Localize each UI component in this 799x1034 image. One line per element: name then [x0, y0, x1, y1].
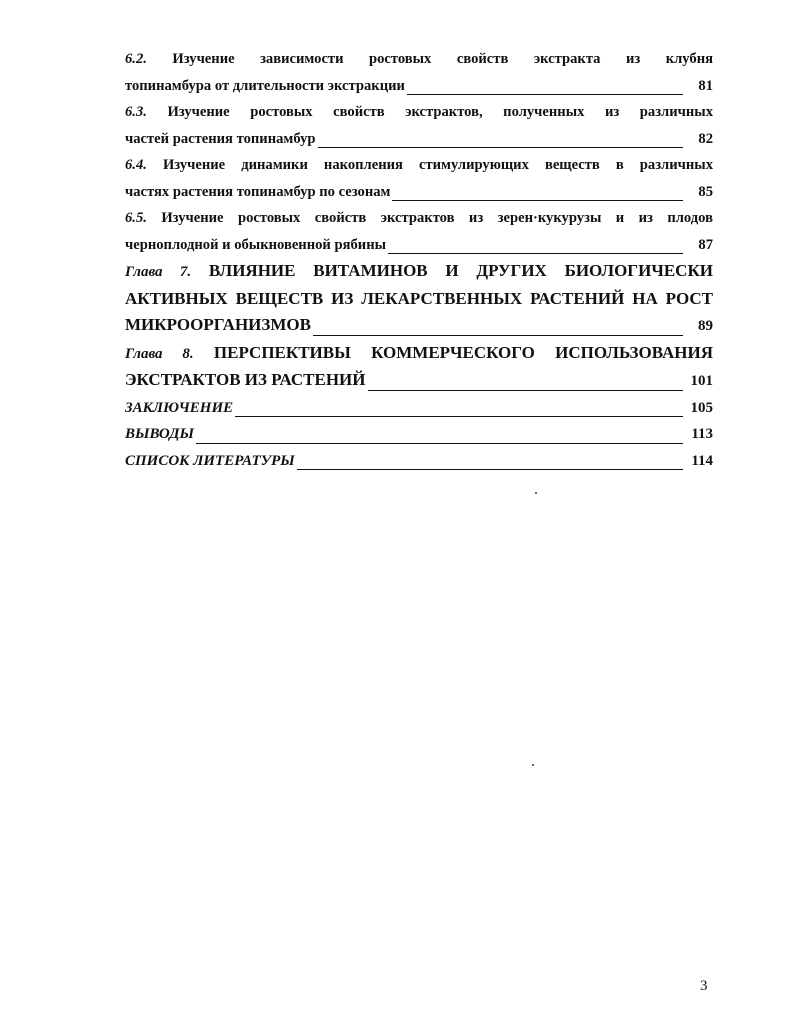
dot-leader [388, 253, 683, 254]
page-ref: 81 [698, 77, 713, 94]
entry-title-part: частей растения топинамбур [125, 130, 316, 147]
toc-entry-last-line [125, 312, 713, 340]
page-ref: 114 [691, 452, 713, 469]
toc-entry-line [125, 46, 713, 73]
dot-leader [392, 200, 683, 201]
entry-title-part: ЗАКЛЮЧЕНИЕ [125, 399, 234, 416]
entry-title-part: ВЫВОДЫ [125, 426, 195, 442]
toc-entry-6-4[interactable] [125, 152, 713, 205]
toc-entry-references[interactable] [125, 448, 713, 475]
toc-entry-6-2[interactable] [125, 46, 713, 99]
toc-entry-last-line [125, 367, 713, 395]
entry-title-part: топинамбура от длительности экстракции [125, 77, 405, 94]
dot-leader [368, 390, 684, 391]
entry-title-part: ЭКСТРАКТОВ ИЗ РАСТЕНИЙ [125, 370, 366, 389]
scan-speck [532, 764, 534, 766]
entry-title-part: Изучение динамики накопления стимулирующих веществ в различных [146, 157, 713, 173]
entry-title-part: СПИСОК ЛИТЕРАТУРЫ [125, 452, 295, 469]
dot-leader [297, 469, 683, 470]
toc-entry-line [125, 99, 713, 126]
entry-title-part: черноплодной и обыкновенной рябины [125, 236, 386, 253]
entry-title-part: частях растения топинамбур по сезонам [125, 183, 391, 200]
toc-entry-last-line [125, 232, 713, 259]
page-ref: 85 [698, 183, 713, 200]
section-number: 6.3. [125, 104, 147, 120]
entry-title-part: АКТИВНЫХ ВЕЩЕСТВ ИЗ ЛЕКАРСТВЕННЫХ РАСТЕНИЙ НА РОСТ [125, 288, 713, 308]
toc-entry-6-5[interactable] [125, 205, 713, 258]
dot-leader [318, 147, 684, 148]
page-ref: 113 [691, 426, 713, 442]
entry-title-part: ПЕРСПЕКТИВЫ КОММЕРЧЕСКОГО ИСПОЛЬЗОВАНИЯ [193, 342, 713, 362]
entry-title-part: МИКРООРГАНИЗМОВ [125, 315, 311, 334]
toc-entry-findings[interactable] [125, 421, 713, 448]
entry-title-part: ВЛИЯНИЕ ВИТАМИНОВ И ДРУГИХ БИОЛОГИЧЕСКИ [191, 261, 713, 280]
scan-speck [535, 492, 537, 494]
page-number: 3 [700, 978, 708, 994]
dot-leader [313, 335, 683, 336]
page-ref: 89 [698, 318, 713, 334]
entry-title-part: Изучение ростовых свойств экстрактов из зерен·кукурузы и из плодов [146, 210, 713, 226]
entry-title-part: Изучение ростовых свойств экстрактов, полученных из различных [146, 104, 713, 120]
dot-leader [235, 416, 683, 417]
toc-entry-last-line [125, 448, 713, 475]
toc-entry-chapter-7[interactable] [125, 258, 713, 340]
page-ref: 101 [690, 373, 713, 389]
chapter-label: Глава 8. [125, 345, 194, 362]
dot-leader [196, 443, 683, 444]
toc-entry-line [125, 340, 713, 368]
toc-entry-line [125, 286, 713, 313]
section-number: 6.4. [125, 157, 147, 173]
chapter-label: Глава 7. [125, 264, 192, 280]
toc-entry-line [125, 152, 713, 179]
section-number: 6.2. [125, 51, 147, 67]
toc-entry-last-line [125, 126, 713, 153]
page-ref: 82 [698, 130, 713, 147]
toc-entry-last-line [125, 179, 713, 206]
page-ref: 105 [690, 399, 713, 416]
toc-entry-last-line [125, 73, 713, 100]
section-number: 6.5. [125, 210, 147, 226]
toc-entry-last-line [125, 395, 713, 422]
toc-entry-line [125, 258, 713, 286]
page-ref: 87 [698, 236, 713, 253]
toc-entry-conclusion[interactable] [125, 395, 713, 422]
toc-entry-6-3[interactable] [125, 99, 713, 152]
toc-entry-chapter-8[interactable] [125, 340, 713, 395]
entry-title-part: Изучение зависимости ростовых свойств экстракта из клубня [146, 51, 713, 67]
toc-entry-last-line [125, 421, 713, 448]
table-of-contents [125, 46, 713, 474]
dot-leader [407, 94, 683, 95]
toc-entry-line [125, 205, 713, 232]
